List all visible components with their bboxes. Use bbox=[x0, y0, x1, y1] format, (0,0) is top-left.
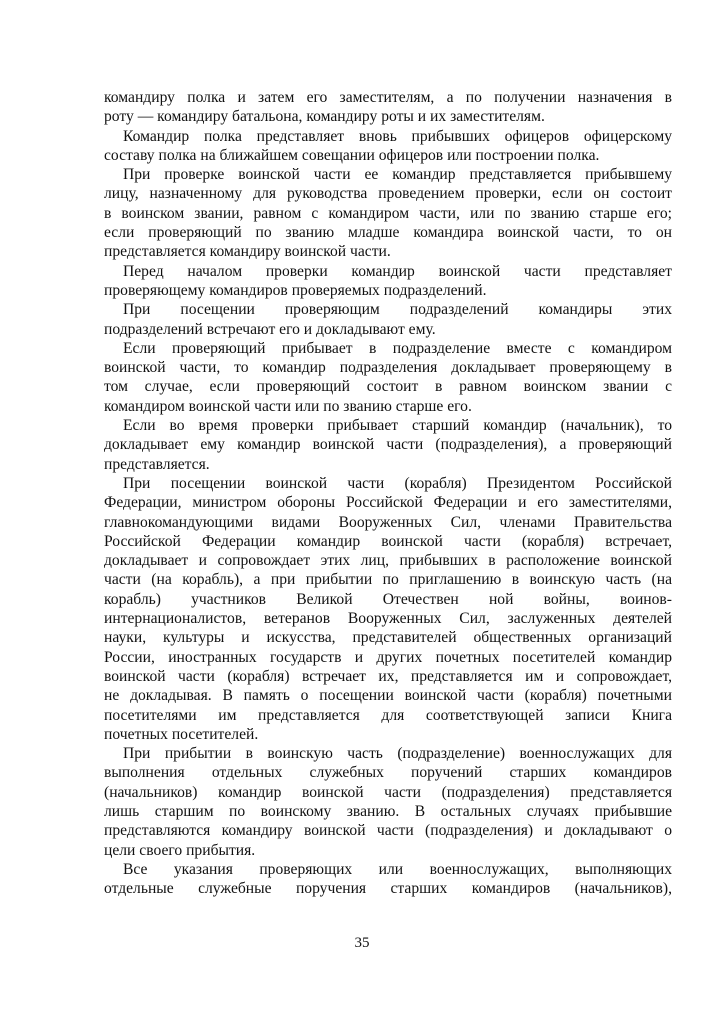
text-line: том случае, если проверяющий состоит в равном воинском звании с bbox=[104, 378, 672, 396]
text-line: если проверяющий по званию младше командира воинской части, то он bbox=[104, 224, 672, 242]
text-line: командиром воинской части или по званию старше его. bbox=[104, 397, 472, 415]
text-line: не докладывая. В память о посещении воинской части (корабля) почетными bbox=[104, 687, 672, 705]
text-line: науки, культуры и искусства, представителей общественных организаций bbox=[104, 629, 672, 647]
text-line: При посещении проверяющим подразделений командиры этих bbox=[123, 301, 672, 319]
text-line: воинской части (корабля) встречает их, представляется им и сопровождает, bbox=[104, 667, 672, 685]
text-line: воинской части, то командир подразделения докладывает проверяющему в bbox=[104, 359, 672, 377]
text-line: России, иностранных государств и других почетных посетителей командир bbox=[104, 648, 672, 666]
text-line: (начальников) командир воинской части (подразделения) представляется bbox=[104, 783, 672, 801]
text-line: докладывает и сопровождает этих лиц, прибывших в расположение воинской bbox=[104, 552, 672, 570]
text-line: подразделений встречают его и докладывают ему. bbox=[104, 320, 436, 338]
page-number: 35 bbox=[354, 935, 370, 951]
text-line: проверяющему командиров проверяемых подразделений. bbox=[104, 281, 487, 299]
text-line: представляется командиру воинской части. bbox=[104, 243, 391, 261]
text-line: Если проверяющий прибывает в подразделение вместе с командиром bbox=[123, 339, 672, 357]
text-line: лишь старшим по воинскому званию. В остальных случаях прибывшие bbox=[104, 802, 672, 820]
text-line: части (на корабль), а при прибытии по приглашению в воинскую часть (на bbox=[104, 571, 672, 589]
text-line: выполнения отдельных служебных поручений старших командиров bbox=[104, 764, 672, 782]
text-line: Федерации, министром обороны Российской Федерации и его заместителями, bbox=[104, 494, 672, 512]
text-line: При проверке воинской части ее командир представляется прибывшему bbox=[123, 166, 672, 184]
text-line: составу полка на ближайшем совещании офицеров или построении полка. bbox=[104, 146, 600, 164]
text-line: Все указания проверяющих или военнослужащих, выполняющих bbox=[123, 860, 672, 878]
text-line: командиру полка и затем его заместителям, а по получении назначения в bbox=[104, 89, 672, 106]
text-line: интернационалистов, ветеранов Вооруженных Сил, заслуженных деятелей bbox=[104, 610, 672, 628]
text-line: цели своего прибытия. bbox=[104, 841, 256, 859]
text-line: роту — командиру батальона, командиру роты и их заместителям. bbox=[104, 108, 545, 126]
text-line: посетителями им представляется для соответствующей записи Книга bbox=[104, 706, 672, 724]
text-line: корабль) участников Великой Отечествен ной войны, воинов- bbox=[104, 590, 672, 608]
text-line: главнокомандующими видами Вооруженных Сил, членами Правительства bbox=[104, 513, 672, 531]
text-line: почетных посетителей. bbox=[104, 725, 259, 743]
text-line: Российской Федерации командир воинской части (корабля) встречает, bbox=[104, 532, 672, 550]
text-line: отдельные служебные поручения старших командиров (начальников), bbox=[104, 880, 672, 898]
text-line: докладывает ему командир воинской части (подразделения), а проверяющий bbox=[104, 436, 672, 454]
text-line: представляются командиру воинской части (подразделения) и докладывают о bbox=[104, 822, 672, 840]
text-line: представляется. bbox=[104, 455, 210, 473]
text-line: лицу, назначенному для руководства проведением проверки, если он состоит bbox=[104, 185, 672, 203]
text-line: в воинском звании, равном с командиром части, или по званию старше его; bbox=[104, 204, 672, 222]
text-line: Перед началом проверки командир воинской части представляет bbox=[123, 262, 672, 280]
text-line: Если во время проверки прибывает старший командир (начальник), то bbox=[123, 417, 672, 435]
text-line: При прибытии в воинскую часть (подразделение) военнослужащих для bbox=[123, 745, 672, 763]
text-line: Командир полка представляет вновь прибывших офицеров офицерскому bbox=[123, 127, 672, 145]
document-body bbox=[104, 88, 672, 898]
text-line: При посещении воинской части (корабля) Президентом Российской bbox=[123, 474, 672, 492]
